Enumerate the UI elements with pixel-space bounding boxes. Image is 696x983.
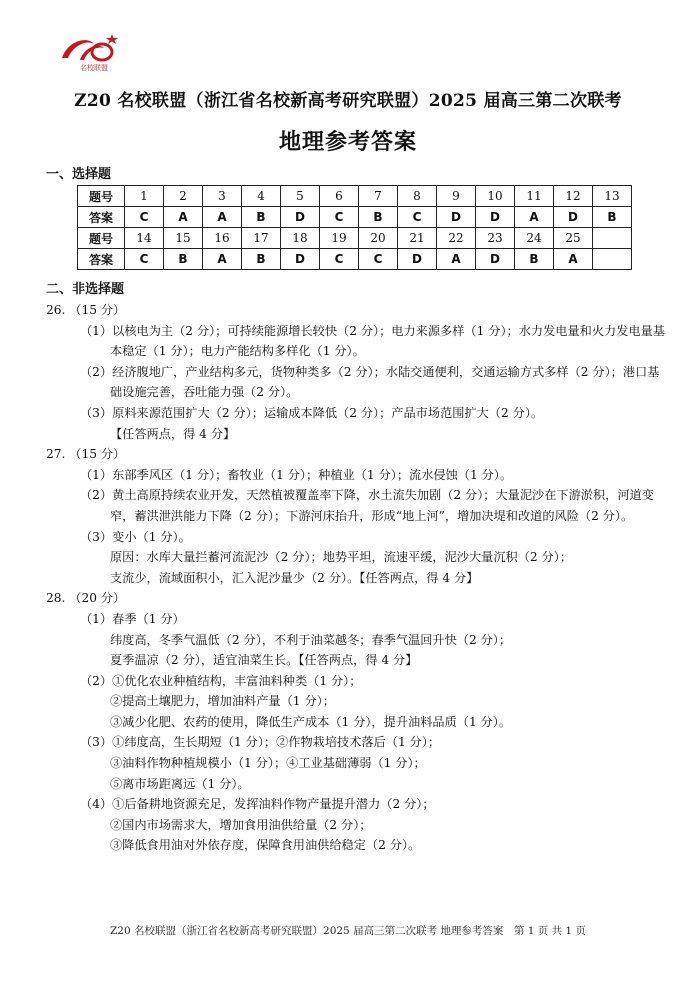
- table-row: [78, 207, 632, 228]
- question-number-cell: 20: [359, 228, 398, 249]
- question-number-cell: 15: [164, 228, 203, 249]
- question-number-cell: 17: [242, 228, 281, 249]
- answer-cell: D: [476, 249, 515, 270]
- question-number-cell: 16: [203, 228, 242, 249]
- question-number-cell: 19: [320, 228, 359, 249]
- answer-cell: C: [359, 249, 398, 270]
- answer-line: ③降低食用油对外依存度，保障食用油供给稳定（2 分）。: [110, 838, 421, 853]
- question-number-cell: 7: [359, 186, 398, 207]
- answer-line: ②国内市场需求大，增加食用油供给量（2 分）；: [110, 817, 372, 832]
- question-number-cell: 10: [476, 186, 515, 207]
- answer-cell: A: [437, 249, 476, 270]
- answer-cell: D: [281, 249, 320, 270]
- question-number-cell: 12: [554, 186, 593, 207]
- page-footer: Z20 名校联盟（浙江省名校新高考研究联盟）2025 届高三第二次联考 地理参考答案 第 1 页 共 1 页: [110, 925, 586, 937]
- question-number-cell: 6: [320, 186, 359, 207]
- question-number-cell: 23: [476, 228, 515, 249]
- row-label: 答案: [78, 249, 125, 270]
- answer-line: 【任答两点，得 4 分】: [110, 426, 236, 441]
- question-number-cell: 9: [437, 186, 476, 207]
- answer-line: （1）春季（1 分）: [80, 611, 185, 626]
- answer-cell: A: [203, 249, 242, 270]
- answer-line: ③油料作物种植规模小（1 分）；④工业基础薄弱（1 分）；: [110, 756, 426, 771]
- answer-cell: A: [554, 249, 593, 270]
- question-heading: 28. （20 分）: [46, 591, 126, 606]
- page-title: 地理参考答案: [278, 129, 417, 155]
- question-number-cell: 14: [125, 228, 164, 249]
- answer-line: （2）黄土高原持续农业开发，天然植被覆盖率下降，水土流失加剧（2 分）；大量泥沙在下游淤积，河道变窄，蓄洪泄洪能力下降（2 分）；下游河床抬升，形成“地上河”，增加决堤和改道的风险（2 分）。: [80, 488, 654, 523]
- answer-cell: D: [398, 249, 437, 270]
- answer-cell: D: [554, 207, 593, 228]
- answer-line: 原因：水库大量拦蓄河流泥沙（2 分）；地势平坦，流速平缓，泥沙大量沉积（2 分）；: [110, 550, 572, 565]
- question-heading: 26. （15 分）: [46, 303, 126, 317]
- answer-cell: D: [281, 207, 320, 228]
- answers-body: [46, 300, 666, 856]
- question-number-cell: 5: [281, 186, 320, 207]
- answer-line: ③减少化肥、农药的使用，降低生产成本（1 分），提升油料品质（1 分）。: [110, 714, 512, 729]
- answer-cell: B: [593, 207, 632, 228]
- answer-line: （1）东部季风区（1 分）；畜牧业（1 分）；种植业（1 分）；流水侵蚀（1 分）。: [80, 467, 513, 482]
- answer-cell: B: [164, 249, 203, 270]
- answer-cell: D: [476, 207, 515, 228]
- answer-line: （2）经济腹地广，产业结构多元，货物种类多（2 分）；水陆交通便利，交通运输方式多样（2 分）；港口基础设施完善，吞吐能力强（2 分）。: [80, 364, 660, 400]
- question-number-cell: 8: [398, 186, 437, 207]
- question-number-cell: 1: [125, 186, 164, 207]
- table-row: [78, 228, 632, 249]
- answer-cell: B: [242, 249, 281, 270]
- row-label: 题号: [78, 186, 125, 207]
- row-label: 答案: [78, 207, 125, 228]
- answer-cell: B: [242, 207, 281, 228]
- answer-line: 夏季温凉（2 分），适宜油菜生长。【任答两点，得 4 分】: [110, 653, 418, 668]
- section-heading-nonchoice: 二、非选择题: [46, 282, 125, 297]
- answer-cell: C: [125, 249, 164, 270]
- logo-caption: 名校联盟: [80, 64, 108, 72]
- question-number-cell: 21: [398, 228, 437, 249]
- question-number-cell: 11: [515, 186, 554, 207]
- answer-cell: A: [515, 207, 554, 228]
- answer-line: 支流少，流域面积小，汇入泥沙量少（2 分）。【任答两点，得 4 分】: [110, 570, 479, 585]
- section-heading-choice: 一、选择题: [46, 167, 112, 182]
- answer-cell: C: [320, 207, 359, 228]
- row-label: 题号: [78, 228, 125, 249]
- answer-cell: C: [125, 207, 164, 228]
- answer-line: 纬度高，冬季气温低（2 分），不利于油菜越冬；春季气温回升快（2 分）；: [110, 632, 512, 647]
- answer-line: （2）①优化农业种植结构，丰富油料种类（1 分）；: [80, 673, 362, 688]
- answer-line: （3）原料来源范围扩大（2 分）；运输成本降低（2 分）；产品市场范围扩大（2 分）。: [80, 405, 544, 420]
- answer-line: ⑤离市场距离远（1 分）。: [110, 776, 250, 791]
- answer-line: （4）①后备耕地资源充足，发挥油料作物产量提升潜力（2 分）；: [80, 797, 435, 812]
- question-number-cell: 25: [554, 228, 593, 249]
- answer-line: ②提高土壤肥力，增加油料产量（1 分）；: [110, 694, 335, 709]
- answer-cell: C: [320, 249, 359, 270]
- question-number-cell: 24: [515, 228, 554, 249]
- answer-table: [77, 185, 632, 270]
- table-row: [78, 186, 632, 207]
- question-number-cell: 3: [203, 186, 242, 207]
- answer-cell: [593, 249, 632, 270]
- exam-title: Z20 名校联盟（浙江省名校新高考研究联盟）2025 届高三第二次联考: [74, 91, 622, 111]
- answer-line: （1）以核电为主（2 分）；可持续能源增长较快（2 分）；电力来源多样（1 分）；水力发电量和火力发电量基本稳定（1 分）；电力产能结构多样化（1 分）。: [80, 323, 665, 359]
- table-row: [78, 249, 632, 270]
- answer-cell: A: [164, 207, 203, 228]
- question-heading: 27. （15 分）: [46, 447, 126, 462]
- answer-cell: C: [398, 207, 437, 228]
- answer-cell: A: [203, 207, 242, 228]
- answer-cell: D: [437, 207, 476, 228]
- answer-line: （3）变小（1 分）。: [80, 529, 191, 544]
- question-number-cell: 4: [242, 186, 281, 207]
- question-number-cell: [593, 228, 632, 249]
- question-number-cell: 2: [164, 186, 203, 207]
- answer-cell: B: [359, 207, 398, 228]
- answer-cell: B: [515, 249, 554, 270]
- question-number-cell: 22: [437, 228, 476, 249]
- question-number-cell: 18: [281, 228, 320, 249]
- answer-line: （3）①纬度高，生长期短（1 分）；②作物栽培技术落后（1 分）；: [80, 735, 441, 750]
- question-number-cell: 13: [593, 186, 632, 207]
- school-alliance-logo: [58, 30, 128, 74]
